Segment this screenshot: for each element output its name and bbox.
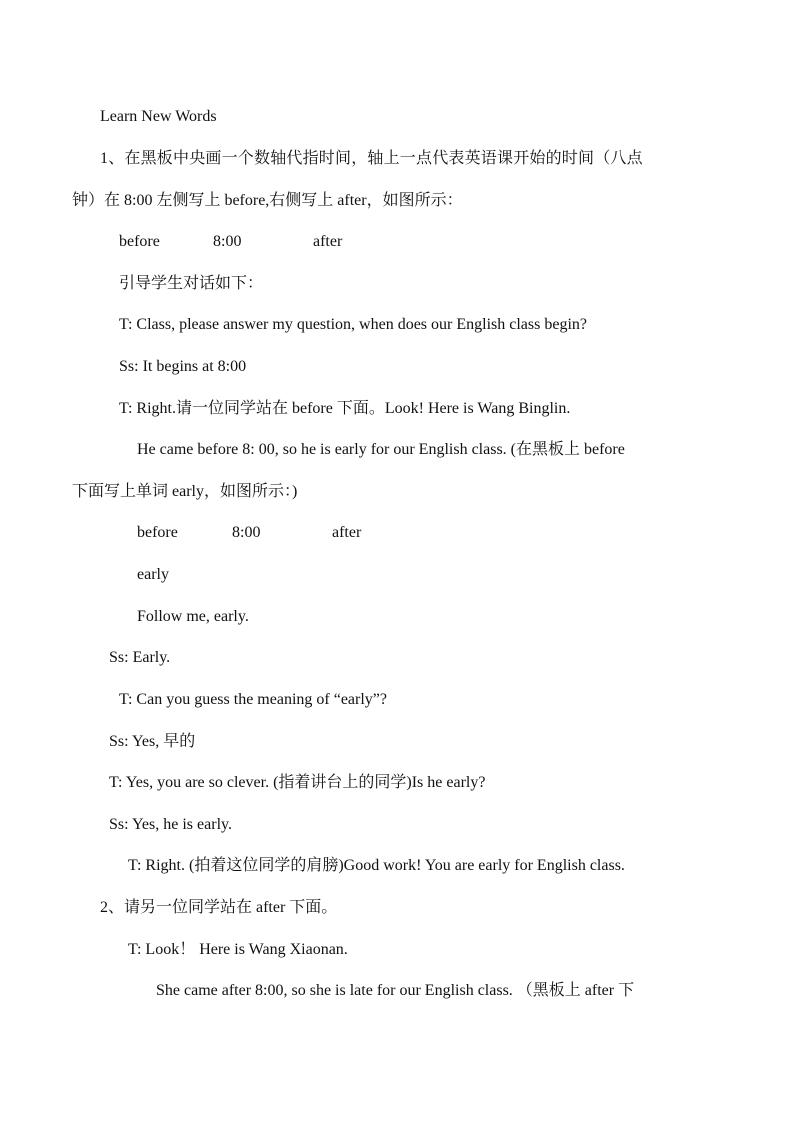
section-heading: Learn New Words xyxy=(100,108,217,125)
dialogue-line: T: Can you guess the meaning of “early”? xyxy=(119,691,387,708)
dialogue-line: T: Right. (拍着这位同学的肩膀)Good work! You are early for English class. xyxy=(128,857,625,874)
timeline-time-label: 8:00 xyxy=(232,524,261,541)
step2-line: 2、请另一位同学站在 after 下面。 xyxy=(100,899,338,916)
timeline-early-word: early xyxy=(137,566,169,583)
step1-line2: 钟）在 8:00 左侧写上 before,右侧写上 after，如图所示： xyxy=(72,192,463,209)
explain-line2: 下面写上单词 early，如图所示：) xyxy=(72,483,298,500)
dialogue-line: T: Right.请一位同学站在 before 下面。Look! Here is Wang Binglin. xyxy=(119,400,571,417)
explain-line1: He came before 8: 00, so he is early for our English class. (在黑板上 before xyxy=(137,441,625,458)
dialogue-line: T: Look！ Here is Wang Xiaonan. xyxy=(128,941,348,958)
timeline-time-label: 8:00 xyxy=(213,233,242,250)
follow-line: Follow me, early. xyxy=(137,608,249,625)
dialogue-line: Ss: It begins at 8:00 xyxy=(119,358,247,375)
dialogue-line: She came after 8:00, so she is late for our English class. （黑板上 after 下 xyxy=(156,982,635,999)
timeline-before-label: before xyxy=(119,233,160,250)
dialogue-line: Ss: Yes, he is early. xyxy=(109,816,232,833)
dialogue-line: T: Yes, you are so clever. (指着讲台上的同学)Is he early? xyxy=(109,774,486,791)
dialogue-line: Ss: Early. xyxy=(109,649,171,666)
dialogue-line: T: Class, please answer my question, when does our English class begin? xyxy=(119,316,587,333)
timeline-before-label: before xyxy=(137,524,178,541)
step1-line1: 1、在黑板中央画一个数轴代指时间，轴上一点代表英语课开始的时间（八点 xyxy=(100,150,643,167)
guide-text: 引导学生对话如下： xyxy=(119,275,264,292)
timeline-after-label: after xyxy=(313,233,343,250)
timeline-after-label: after xyxy=(332,524,362,541)
dialogue-line: Ss: Yes, 早的 xyxy=(109,733,196,750)
